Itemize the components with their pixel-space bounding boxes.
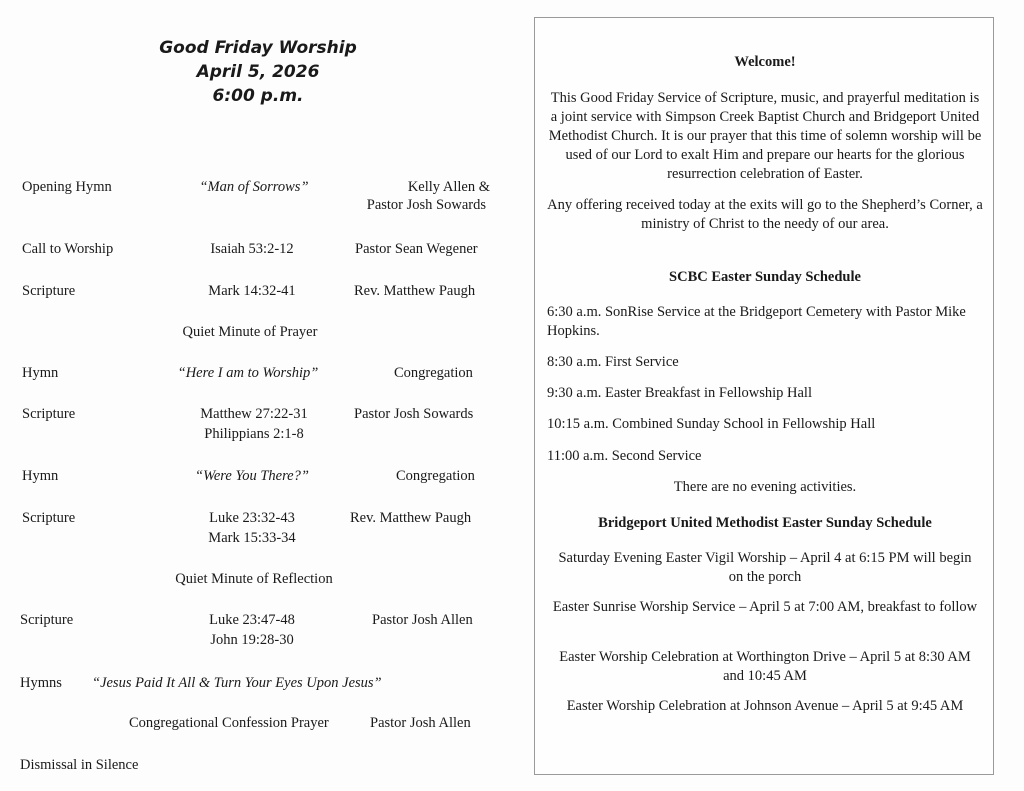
opening-hymn-label: Opening Hymn	[22, 179, 112, 195]
bumc-item-4: Easter Worship Celebration at Johnson Avenue – April 5 at 9:45 AM	[566, 698, 964, 714]
hymns-label: Hymns	[20, 675, 62, 691]
scripture-3-label: Scripture	[22, 510, 76, 526]
welcome-heading: Welcome!	[734, 54, 796, 70]
page-title: Good Friday Worship	[159, 38, 357, 58]
scbc-item-1: 6:30 a.m. SonRise Service at the Bridgeport Cemetery with Pastor Mike Hopkins.	[547, 304, 966, 339]
opening-hymn-leader-line2: Pastor Josh Sowards	[366, 197, 486, 213]
scbc-heading: SCBC Easter Sunday Schedule	[669, 269, 861, 285]
scripture-4-passage-line1: Luke 23:47-48	[209, 612, 295, 628]
hymn-1-title: “Here I am to Worship”	[177, 365, 319, 381]
scbc-item-2: 8:30 a.m. First Service	[547, 354, 679, 370]
hymn-2-title: “Were You There?”	[195, 468, 309, 484]
announcements-panel	[534, 17, 994, 775]
opening-hymn-leader-line1: Kelly Allen &	[407, 179, 490, 195]
scripture-2-passage-line2: Philippians 2:1-8	[204, 426, 304, 442]
service-date: April 5, 2026	[196, 62, 320, 82]
opening-hymn-title: “Man of Sorrows”	[199, 179, 309, 195]
scbc-item-3: 9:30 a.m. Easter Breakfast in Fellowship Hall	[547, 385, 812, 401]
scripture-1-passage: Mark 14:32-41	[208, 283, 296, 299]
hymn-1-leader: Congregation	[394, 365, 473, 381]
scripture-2-leader: Pastor Josh Sowards	[354, 406, 474, 422]
scripture-2-passage-line1: Matthew 27:22-31	[200, 406, 308, 422]
scripture-3-passage-line2: Mark 15:33-34	[208, 530, 296, 546]
service-time: 6:00 p.m.	[212, 86, 304, 106]
bumc-item-3: Easter Worship Celebration at Worthington Drive – April 5 at 8:30 AM and 10:45 AM	[559, 649, 971, 684]
confession-prayer-leader: Pastor Josh Allen	[370, 715, 471, 731]
scripture-3-passage-line1: Luke 23:32-43	[209, 510, 295, 526]
scripture-3-leader: Rev. Matthew Paugh	[350, 510, 472, 526]
scbc-item-5: 11:00 a.m. Second Service	[547, 448, 702, 464]
call-to-worship-leader: Pastor Sean Wegener	[355, 241, 478, 257]
hymns-titles: “Jesus Paid It All & Turn Your Eyes Upon Jesus”	[92, 675, 382, 691]
quiet-minute-prayer: Quiet Minute of Prayer	[182, 324, 318, 340]
bumc-item-2: Easter Sunrise Worship Service – April 5 at 7:00 AM, breakfast to follow	[552, 599, 978, 615]
hymn-2-leader: Congregation	[396, 468, 475, 484]
scripture-4-passage-line2: John 19:28-30	[210, 632, 294, 648]
call-to-worship-label: Call to Worship	[22, 241, 114, 257]
welcome-paragraph-1: This Good Friday Service of Scripture, music, and prayerful meditation is a joint service with Simpson Creek Baptist Church and Bridgeport United Methodist Church. It is our prayer that this time of solemn worship will be used of our Lord to exalt Him and prepare our hearts for the glorious resurrection celebration of Easter.	[548, 90, 982, 182]
scripture-2-label: Scripture	[22, 406, 76, 422]
scbc-item-4: 10:15 a.m. Combined Sunday School in Fellowship Hall	[547, 416, 876, 432]
bumc-heading: Bridgeport United Methodist Easter Sunday Schedule	[598, 515, 932, 531]
dismissal: Dismissal in Silence	[20, 757, 139, 773]
confession-prayer-label: Congregational Confession Prayer	[129, 715, 329, 731]
hymn-1-label: Hymn	[22, 365, 59, 381]
scripture-1-label: Scripture	[22, 283, 76, 299]
welcome-paragraph-2: Any offering received today at the exits will go to the Shepherd’s Corner, a ministry of Christ to the needy of our area.	[547, 197, 983, 232]
call-to-worship-passage: Isaiah 53:2-12	[210, 241, 294, 257]
scbc-note: There are no evening activities.	[673, 479, 857, 495]
quiet-minute-reflection: Quiet Minute of Reflection	[175, 571, 333, 587]
scripture-4-label: Scripture	[20, 612, 74, 628]
hymn-2-label: Hymn	[22, 468, 59, 484]
scripture-1-leader: Rev. Matthew Paugh	[354, 283, 476, 299]
bumc-item-1: Saturday Evening Easter Vigil Worship – April 4 at 6:15 PM will begin on the porch	[558, 550, 972, 585]
scripture-4-leader: Pastor Josh Allen	[372, 612, 473, 628]
